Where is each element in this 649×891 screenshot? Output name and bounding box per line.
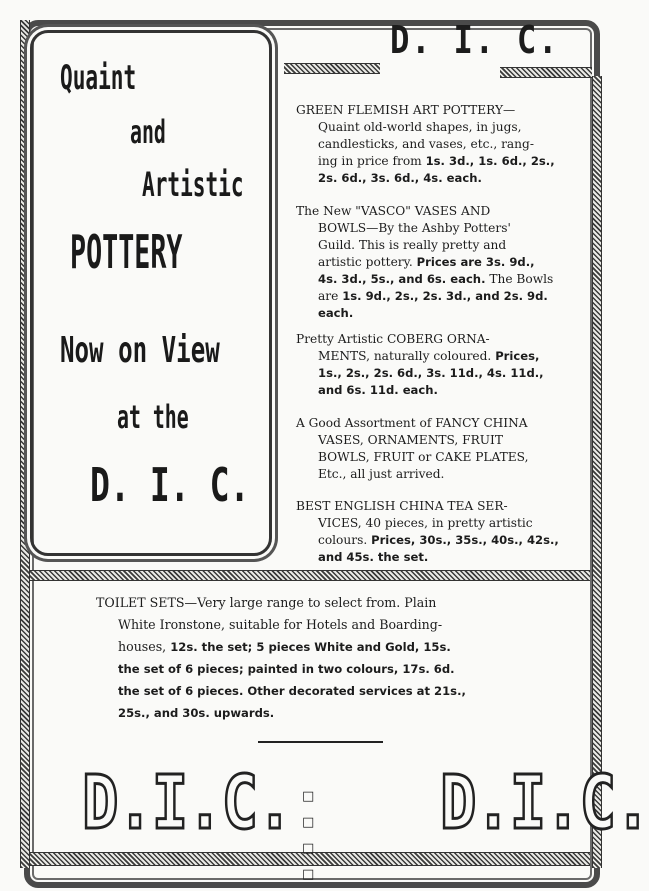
item-price: Prices, 30s., 35s., 40s., 42s.,: [371, 533, 559, 547]
item-text: are: [318, 289, 343, 303]
item-green-flemish-pottery: [296, 102, 586, 187]
item-text: VICES, 40 pieces, in pretty artistic: [318, 516, 533, 530]
item-price: Prices,: [495, 349, 540, 363]
item-china-tea-services: [296, 498, 586, 566]
item-price: Prices are 3s. 9d.,: [416, 255, 535, 269]
header-dic: D. I. C.: [390, 18, 560, 62]
item-price: each.: [318, 306, 354, 320]
toilet-sets-price: the set of 6 pieces. Other decorated services at 21s.,: [118, 684, 466, 698]
right-ornament-band: [592, 76, 602, 868]
toilet-sets-price: the set of 6 pieces; painted in two colours, 17s. 6d.: [118, 662, 455, 676]
toilet-sets-price: 12s. the set; 5 pieces White and Gold, 15s.: [170, 640, 451, 654]
item-text: MENTS, naturally coloured.: [318, 349, 496, 363]
promo-line-at-the: at the: [117, 398, 189, 436]
item-price: and 6s. 11d. each.: [318, 383, 438, 397]
toilet-sets-text: White Ironstone, suitable for Hotels and Boarding-: [118, 617, 443, 632]
toilet-sets-text: houses,: [118, 639, 171, 654]
promo-line-now-on-view: Now on View: [60, 330, 220, 371]
item-text: colours.: [318, 533, 372, 547]
item-text: The Bowls: [485, 272, 554, 286]
item-text: ing in price from: [318, 154, 426, 168]
item-price: 4s. 3d., 5s., and 6s. each.: [318, 272, 486, 286]
promo-line-quaint: Quaint: [60, 58, 137, 98]
item-heading: The New "VASCO" VASES AND: [296, 204, 491, 218]
item-text: VASES, ORNAMENTS, FRUIT: [318, 433, 503, 447]
promo-line-pottery: POTTERY: [70, 225, 183, 279]
item-price: 1s. 3d., 1s. 6d., 2s.,: [425, 154, 555, 168]
promo-line-dic: D. I. C.: [90, 458, 250, 512]
toilet-sets-price: 25s., and 30s. upwards.: [118, 706, 275, 720]
item-text: candlesticks, and vases, etc., rang-: [318, 137, 534, 151]
item-price: and 45s. the set.: [318, 550, 429, 564]
item-heading: GREEN FLEMISH ART POTTERY—: [296, 103, 516, 117]
item-text: Etc., all just arrived.: [318, 467, 445, 481]
item-text: BOWLS, FRUIT or CAKE PLATES,: [318, 450, 529, 464]
promo-line-artistic: Artistic: [142, 165, 244, 205]
item-text: artistic pottery.: [318, 255, 417, 269]
item-price: 1s. 9d., 2s., 2s. 3d., and 2s. 9d.: [342, 289, 548, 303]
footer-separator: □ □ □ □: [302, 789, 329, 882]
item-vasco-vases: [296, 203, 586, 322]
top-ornament-band-far-right: [500, 67, 592, 78]
top-ornament-band-right: [284, 63, 380, 74]
item-fancy-china: [296, 415, 586, 483]
middle-ornament-band: [28, 570, 590, 581]
footer-dic-right: D.I.C.: [440, 760, 649, 846]
toilet-sets-paragraph: [96, 592, 566, 724]
item-price: 1s., 2s., 2s. 6d., 3s. 11d., 4s. 11d.,: [318, 366, 544, 380]
left-ornament-band: [20, 20, 30, 868]
item-heading: A Good Assortment of FANCY CHINA: [296, 416, 528, 430]
promo-line-and: and: [130, 113, 166, 151]
item-heading: Pretty Artistic COBERG ORNA-: [296, 332, 490, 346]
item-text: Quaint old-world shapes, in jugs,: [318, 120, 522, 134]
item-heading: BEST ENGLISH CHINA TEA SER-: [296, 499, 508, 513]
item-price: 2s. 6d., 3s. 6d., 4s. each.: [318, 171, 482, 185]
section-divider: [258, 741, 383, 743]
item-text: BOWLS—By the Ashby Potters': [318, 221, 511, 235]
item-text: Guild. This is really pretty and: [318, 238, 507, 252]
toilet-sets-heading: TOILET SETS—Very large range to select from. Plain: [96, 595, 437, 610]
footer-dic-left: D.I.C.: [82, 760, 292, 846]
item-coberg-ornaments: [296, 331, 586, 399]
